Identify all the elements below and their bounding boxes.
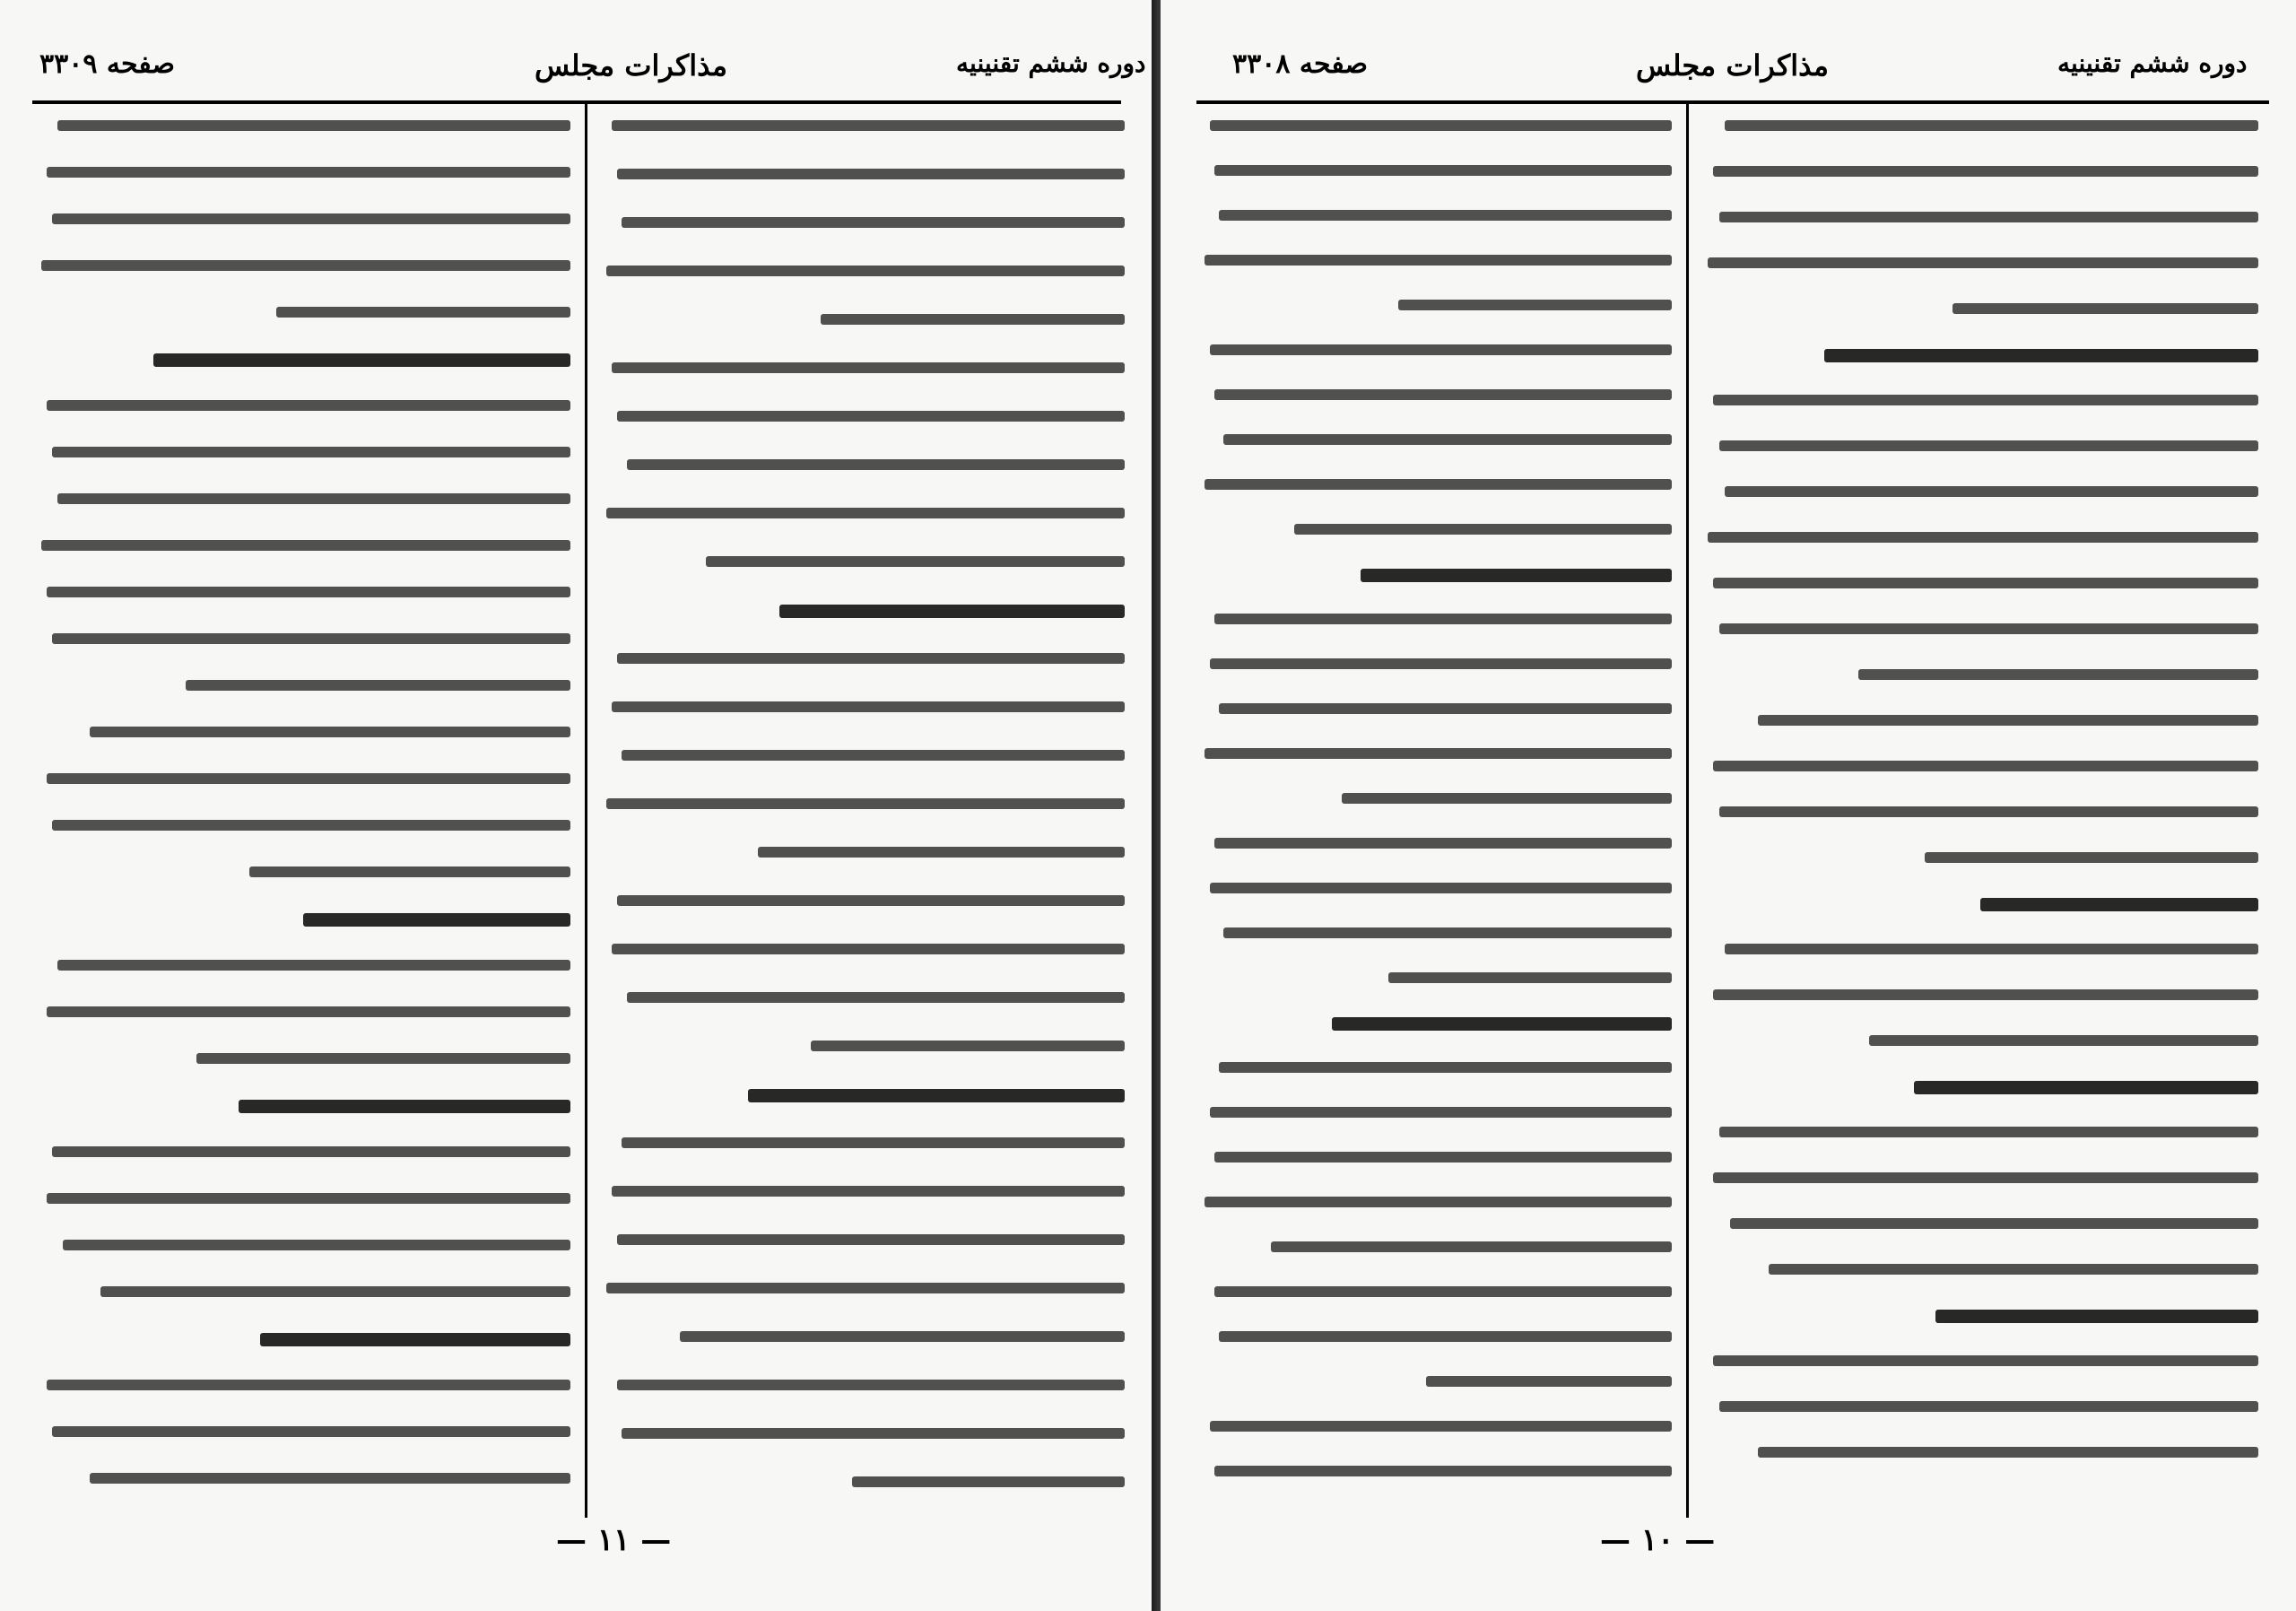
text-line bbox=[617, 411, 1125, 422]
text-line bbox=[186, 680, 570, 691]
text-line bbox=[617, 1380, 1125, 1390]
text-line bbox=[1719, 1401, 2258, 1412]
text-line bbox=[1223, 434, 1672, 445]
left-page-header bbox=[32, 36, 1146, 97]
text-line bbox=[706, 556, 1125, 567]
text-line bbox=[1769, 1264, 2258, 1275]
text-line bbox=[1205, 748, 1672, 759]
running-title: مذاکرات مجلس bbox=[1636, 48, 1830, 83]
text-line bbox=[1210, 658, 1672, 669]
text-line bbox=[90, 727, 570, 737]
text-line bbox=[617, 895, 1125, 906]
text-line bbox=[1719, 1127, 2258, 1137]
text-line bbox=[239, 1100, 570, 1113]
text-line bbox=[1205, 479, 1672, 490]
text-line bbox=[612, 362, 1125, 373]
text-line bbox=[1980, 898, 2258, 911]
text-line bbox=[606, 266, 1125, 276]
header-rule bbox=[32, 100, 1121, 104]
text-line bbox=[1271, 1241, 1672, 1252]
text-line bbox=[606, 798, 1125, 809]
column-divider bbox=[1686, 100, 1689, 1518]
text-line bbox=[811, 1041, 1125, 1051]
text-line bbox=[90, 1473, 570, 1484]
text-column-right bbox=[1702, 108, 2258, 1516]
text-line bbox=[612, 944, 1125, 954]
column-divider bbox=[585, 100, 587, 1518]
text-line bbox=[63, 1240, 570, 1250]
text-line bbox=[303, 913, 570, 927]
text-line bbox=[1214, 389, 1672, 400]
text-line bbox=[1205, 1197, 1672, 1207]
text-line bbox=[1205, 255, 1672, 266]
text-line bbox=[52, 1146, 570, 1157]
text-line bbox=[196, 1053, 570, 1064]
text-line bbox=[1214, 614, 1672, 624]
text-line bbox=[57, 493, 570, 504]
text-line bbox=[1914, 1081, 2258, 1094]
session-label: دوره ششم تقنینیه bbox=[2057, 48, 2248, 78]
text-line bbox=[1713, 578, 2258, 588]
text-line bbox=[1935, 1310, 2258, 1323]
text-line bbox=[1719, 212, 2258, 222]
text-line bbox=[1758, 1447, 2258, 1458]
text-line bbox=[41, 260, 570, 271]
text-line bbox=[1758, 715, 2258, 726]
text-line bbox=[100, 1286, 570, 1297]
text-line bbox=[249, 866, 570, 877]
text-line bbox=[1210, 120, 1672, 131]
text-line bbox=[47, 1193, 570, 1204]
text-column-left bbox=[1200, 108, 1672, 1516]
text-line bbox=[1869, 1035, 2258, 1046]
text-line bbox=[1210, 1107, 1672, 1118]
text-line bbox=[1210, 344, 1672, 355]
right-page bbox=[1161, 0, 2296, 1611]
text-line bbox=[1342, 793, 1672, 804]
text-line bbox=[47, 400, 570, 411]
text-line bbox=[47, 587, 570, 597]
text-line bbox=[52, 633, 570, 644]
text-line bbox=[1713, 166, 2258, 177]
text-line bbox=[1725, 486, 2258, 497]
text-line bbox=[1725, 944, 2258, 954]
page-number: صفحه ۳۳۰۸ bbox=[1232, 48, 1368, 80]
text-line bbox=[52, 447, 570, 457]
text-line bbox=[52, 820, 570, 831]
text-line bbox=[1361, 569, 1672, 582]
text-line bbox=[617, 169, 1125, 179]
text-line bbox=[1214, 838, 1672, 849]
text-line bbox=[617, 1234, 1125, 1245]
text-line bbox=[606, 508, 1125, 518]
text-line bbox=[748, 1089, 1125, 1102]
text-line bbox=[47, 1006, 570, 1017]
text-line bbox=[47, 1380, 570, 1390]
text-line bbox=[1219, 1062, 1672, 1073]
text-line bbox=[1223, 927, 1672, 938]
text-line bbox=[622, 1428, 1125, 1439]
text-line bbox=[57, 960, 570, 971]
text-line bbox=[1719, 440, 2258, 451]
text-line bbox=[852, 1476, 1125, 1487]
text-line bbox=[153, 353, 570, 367]
text-line bbox=[622, 1137, 1125, 1148]
text-line bbox=[617, 653, 1125, 664]
text-line bbox=[260, 1333, 570, 1346]
text-line bbox=[1214, 1152, 1672, 1163]
text-line bbox=[1713, 1172, 2258, 1183]
text-line bbox=[1219, 210, 1672, 221]
text-line bbox=[1214, 1466, 1672, 1476]
text-line bbox=[612, 1186, 1125, 1197]
text-line bbox=[627, 459, 1125, 470]
text-line bbox=[1725, 120, 2258, 131]
folio-number: — ۱۰ — bbox=[1600, 1522, 1716, 1558]
text-line bbox=[1398, 300, 1672, 310]
text-line bbox=[1214, 165, 1672, 176]
text-line bbox=[1210, 1421, 1672, 1432]
text-line bbox=[1858, 669, 2258, 680]
text-line bbox=[41, 540, 570, 551]
text-line bbox=[680, 1331, 1125, 1342]
text-line bbox=[779, 605, 1125, 618]
text-line bbox=[1219, 703, 1672, 714]
text-line bbox=[1952, 303, 2258, 314]
text-line bbox=[1824, 349, 2258, 362]
text-line bbox=[1730, 1218, 2258, 1229]
text-line bbox=[1332, 1017, 1672, 1031]
text-line bbox=[1719, 806, 2258, 817]
header-rule bbox=[1196, 100, 2269, 104]
text-line bbox=[821, 314, 1125, 325]
right-page-header bbox=[1196, 36, 2269, 97]
text-line bbox=[622, 750, 1125, 761]
text-line bbox=[276, 307, 570, 318]
text-line bbox=[1713, 761, 2258, 771]
folio-number: — ۱۱ — bbox=[556, 1522, 672, 1558]
text-line bbox=[52, 1426, 570, 1437]
running-title: مذاکرات مجلس bbox=[535, 48, 728, 83]
session-label: دوره ششم تقنینیه bbox=[956, 48, 1146, 78]
text-line bbox=[612, 120, 1125, 131]
text-line bbox=[57, 120, 570, 131]
text-line bbox=[47, 167, 570, 178]
text-line bbox=[47, 773, 570, 784]
text-line bbox=[1713, 395, 2258, 405]
text-line bbox=[52, 213, 570, 224]
text-line bbox=[1219, 1331, 1672, 1342]
text-line bbox=[1388, 972, 1672, 983]
text-line bbox=[1294, 524, 1672, 535]
text-line bbox=[1708, 257, 2258, 268]
text-line bbox=[606, 1283, 1125, 1293]
text-line bbox=[1708, 532, 2258, 543]
text-line bbox=[1713, 1355, 2258, 1366]
text-line bbox=[1713, 989, 2258, 1000]
text-line bbox=[1925, 852, 2258, 863]
text-line bbox=[627, 992, 1125, 1003]
text-line bbox=[612, 701, 1125, 712]
text-line bbox=[1426, 1376, 1672, 1387]
text-line bbox=[1210, 883, 1672, 893]
text-line bbox=[758, 847, 1125, 858]
text-line bbox=[1214, 1286, 1672, 1297]
page-number: صفحه ۳۳۰۹ bbox=[39, 48, 175, 80]
text-line bbox=[622, 217, 1125, 228]
text-column-right bbox=[601, 108, 1125, 1516]
text-column-left bbox=[36, 108, 570, 1516]
text-line bbox=[1719, 623, 2258, 634]
